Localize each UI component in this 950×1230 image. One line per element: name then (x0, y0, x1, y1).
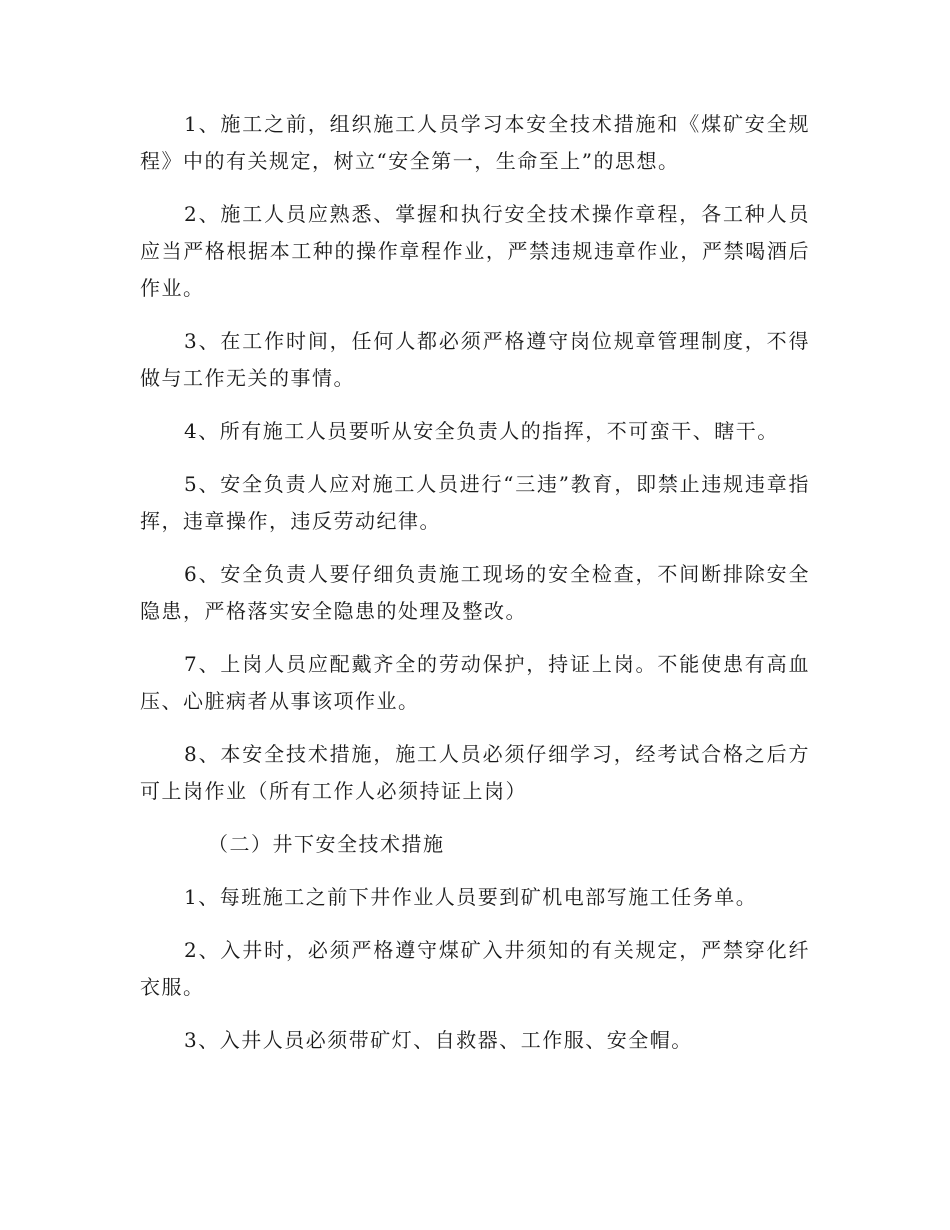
paragraph-4: 4、所有施工人员要听从安全负责人的指挥，不可蛮干、瞎干。 (184, 419, 779, 443)
sub-paragraph-1: 1、每班施工之前下井作业人员要到矿机电部写施工任务单。 (184, 885, 758, 909)
section-heading: （二）井下安全技术措施 (208, 832, 445, 856)
paragraph-5: 5、安全负责人应对施工人员进行“三违”教育，即禁止违规违章指挥，违章操作，违反劳动纪律。 (140, 472, 810, 533)
document-body (140, 106, 810, 1075)
paragraph-2: 2、施工人员应熟悉、掌握和执行安全技术操作章程，各工种人员应当严格根据本工种的操作章程作业，严禁违规违章作业，严禁喝酒后作业。 (140, 202, 810, 300)
paragraph-3: 3、在工作时间，任何人都必须严格遵守岗位规章管理制度，不得做与工作无关的事情。 (140, 329, 810, 390)
sub-paragraph-3: 3、入井人员必须带矿灯、自救器、工作服、安全帽。 (184, 1028, 693, 1052)
sub-paragraph-2: 2、入井时，必须严格遵守煤矿入井须知的有关规定，严禁穿化纤衣服。 (140, 938, 810, 999)
paragraph-6: 6、安全负责人要仔细负责施工现场的安全检查，不间断排除安全隐患，严格落实安全隐患的处理及整改。 (140, 562, 810, 623)
paragraph-8: 8、本安全技术措施，施工人员必须仔细学习，经考试合格之后方可上岗作业（所有工作人必须持证上岗） (140, 742, 810, 803)
paragraph-1: 1、施工之前，组织施工人员学习本安全技术措施和《煤矿安全规程》中的有关规定，树立“安全第一，生命至上”的思想。 (140, 112, 810, 173)
paragraph-7: 7、上岗人员应配戴齐全的劳动保护，持证上岗。不能使患有高血压、心脏病者从事该项作业。 (140, 652, 810, 713)
